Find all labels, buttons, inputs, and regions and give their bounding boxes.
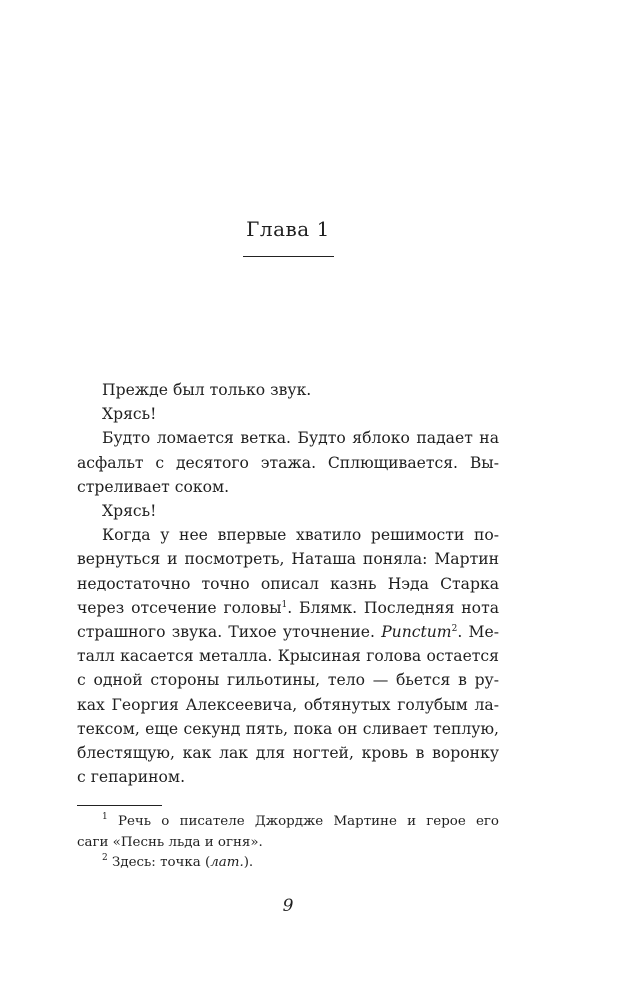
footnote-2 (77, 853, 499, 874)
footnote-1-continued: саги «Песнь льда и огня». (77, 834, 263, 850)
text-fragment: через отсечение головы (77, 598, 282, 617)
text-line: Хрясь! (102, 502, 157, 521)
text-line (77, 620, 499, 644)
text-line: недостаточно точно описал казнь Нэда Старка (77, 574, 499, 593)
text-line: Хрясь! (102, 405, 157, 424)
text-line: вернуться и посмотреть, Наташа поняла: Мартин (77, 550, 499, 569)
footnote-text: Речь о писателе Джордже Мартине и герое его (117, 814, 499, 829)
text-line: Будто ломается ветка. Будто яблоко падает на (102, 429, 499, 448)
text-line: блестящую, как лак для ногтей, кровь в воронку (77, 744, 499, 763)
text-line: Прежде был только звук. (102, 381, 312, 399)
text-line: с одной стороны гильотины, тело — бьется в ру- (77, 671, 499, 690)
footnote-ref-1[interactable]: 1 (281, 599, 288, 610)
text-fragment: . Блямк. Последняя нота (287, 598, 499, 617)
text-line: тексом, еще секунд пять, пока он сливает теплую, (77, 719, 499, 738)
text-line: Когда у нее впервые хватило решимости по- (102, 526, 499, 545)
footnote-text: Здесь: точка ( (112, 855, 211, 870)
footnote-ref-2[interactable]: 2 (451, 624, 458, 635)
text-line: стреливает соком. (77, 477, 230, 496)
text-fragment: . Ме- (457, 623, 499, 642)
page-number: 9 (282, 896, 294, 916)
body-text (77, 378, 499, 789)
chapter-title-underline (243, 256, 334, 257)
text-fragment: страшного звука. Тихое уточнение. (77, 623, 382, 642)
text-line: асфальт с десятого этажа. Сплющивается. Вы- (77, 453, 499, 472)
italic-term: Punctum (381, 623, 452, 642)
footnote-marker: 2 (102, 853, 108, 863)
footnote-marker: 1 (102, 812, 108, 822)
footnote-text: ). (243, 855, 254, 870)
text-line: ках Георгия Алексеевича, обтянутых голубым ла- (77, 695, 499, 714)
text-line: с гепарином. (77, 768, 186, 787)
text-line: талл касается металла. Крысиная голова остается (77, 647, 499, 666)
footnote-1 (77, 812, 499, 833)
text-line (77, 596, 499, 620)
footnote-italic: лат. (210, 855, 244, 870)
footnote-separator (77, 805, 162, 806)
chapter-title: Глава 1 (246, 217, 330, 241)
footnotes (77, 812, 499, 874)
